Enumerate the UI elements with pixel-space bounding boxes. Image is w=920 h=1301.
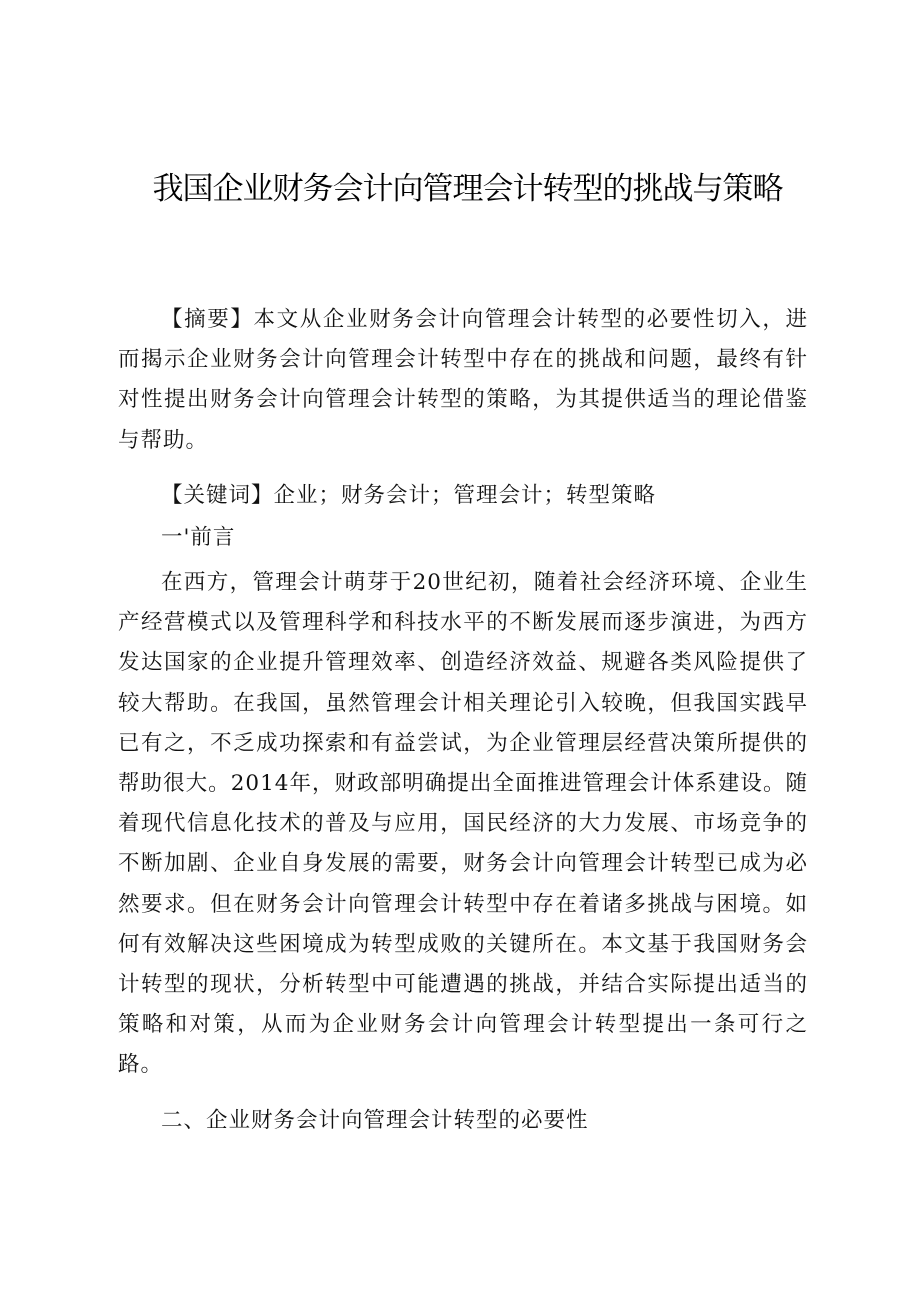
abstract-paragraph: 【摘要】本文从企业财务会计向管理会计转型的必要性切入，进而揭示企业财务会计向管理会计转型中存在的挑战和问题，最终有针对性提出财务会计向管理会计转型的策略，为其提供适当的理论借鉴与帮助。 [118, 307, 808, 453]
section-1-heading: 一'前言 [161, 525, 236, 550]
keywords-line: 【关键词】企业；财务会计；管理会计；转型策略 [161, 483, 657, 508]
document-title: 我国企业财务会计向管理会计转型的挑战与策略 [152, 171, 783, 207]
section-1-body: 在西方，管理会计萌芽于20世纪初，随着社会经济环境、企业生产经营模式以及管理科学和科技水平的不断发展而逐步演进，为西方发达国家的企业提升管理效率、创造经济效益、规避各类风险提供了较大帮助。在我国，虽然管理会计相关理论引入较晚，但我国实践早已有之，不乏成功探索和有益尝试，为企业管理层经营决策所提供的帮助很大。2014年，财政部明确提出全面推进管理会计体系建设。随着现代信息化技术的普及与应用，国民经济的大力发展、市场竞争的不断加剧、企业自身发展的需要，财务会计向管理会计转型已成为必然要求。但在财务会计向管理会计转型中存在着诸多挑战与困境。如何有效解决这些困境成为转型成败的关键所在。本文基于我国财务会计转型的现状，分析转型中可能遭遇的挑战，并结合实际提出适当的策略和对策，从而为企业财务会计向管理会计转型提出一条可行之路。 [118, 570, 808, 1078]
section-2-heading: 二、企业财务会计向管理会计转型的必要性 [161, 1108, 589, 1133]
